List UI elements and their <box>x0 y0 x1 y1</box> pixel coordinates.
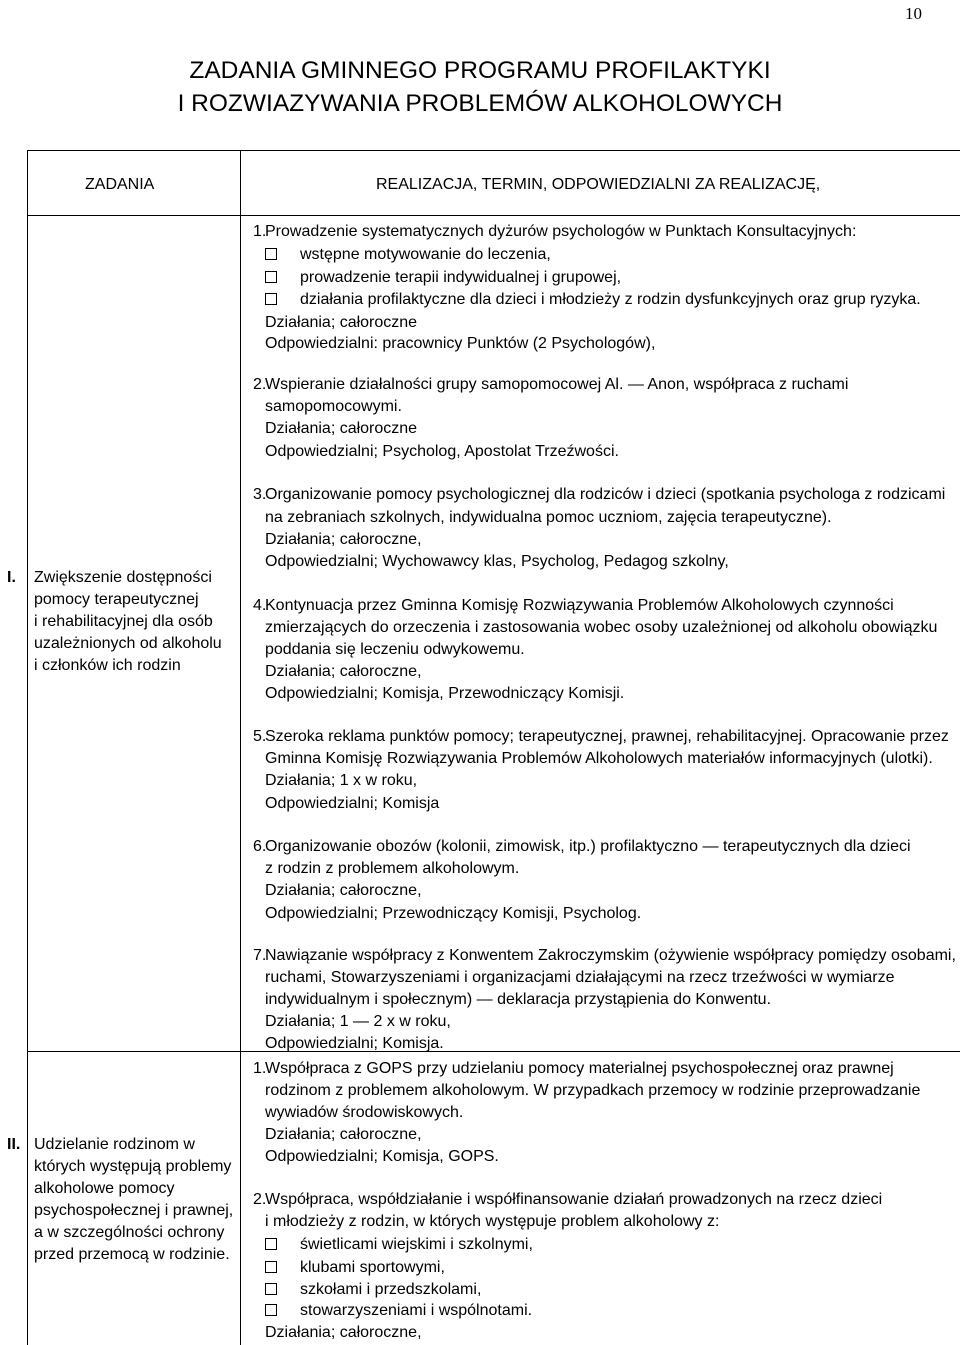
task-line: Prowadzenie systematycznych dyżurów psychologów w Punktach Konsultacyjnych: <box>265 223 857 240</box>
task-line: zmierzających do orzeczenia i zastosowania wobec osoby uzależnionej od alkoholu obowiązku <box>265 619 938 636</box>
task-line: i młodzieży z rodzin, w których występuje problem alkoholowy z: <box>265 1213 720 1230</box>
section-line: Udzielanie rodzinom w <box>34 1136 195 1153</box>
task-line: wywiadów środowiskowych. <box>265 1104 464 1121</box>
checkbox-bullet-icon <box>265 1238 277 1250</box>
section-divider <box>27 1051 960 1052</box>
title-line-1: ZADANIA GMINNEGO PROGRAMU PROFILAKTYKI <box>189 57 771 84</box>
task-line: poddania się leczeniu odwykowemu. <box>265 641 525 658</box>
task-line: z rodzin z problemem alkoholowym. <box>265 860 520 877</box>
section-line: i rehabilitacyjnej dla osób <box>34 613 213 630</box>
task-line: Nawiązanie współpracy z Konwentem Zakroczymskim (ożywienie współpracy pomiędzy osobami, <box>265 947 956 964</box>
task-line: Organizowanie pomocy psychologicznej dla rodziców i dzieci (spotkania psychologa z rodzicami <box>265 486 946 503</box>
task-line: Współpraca, współdziałanie i współfinansowanie działań prowadzonych na rzecz dzieci <box>265 1191 883 1208</box>
task-line: Współpraca z GOPS przy udzielaniu pomocy materialnej psychospołecznej oraz prawnej <box>265 1060 894 1077</box>
bullet-item: działania profilaktyczne dla dzieci i młodzieży z rodzin dysfunkcyjnych oraz grup ryzyka. <box>265 289 921 310</box>
task-line: Odpowiedzialni; Komisja, GOPS. <box>265 1148 499 1165</box>
task-line: Kontynuacja przez Gminna Komisję Rozwiązywania Problemów Alkoholowych czynności <box>265 597 894 614</box>
task-line: Wspieranie działalności grupy samopomocowej Al. — Anon, współpraca z ruchami <box>265 376 849 393</box>
section-1-label <box>7 567 234 677</box>
header-bottom-border <box>27 215 960 216</box>
task-line: Odpowiedzialni; Wychowawcy klas, Psycholog, Pedagog szkolny, <box>265 553 729 570</box>
column-header-tasks: ZADANIA <box>85 176 155 193</box>
table-left-border <box>27 150 28 1345</box>
task-line: Odpowiedzialni; Komisja. <box>265 1035 444 1052</box>
section-line: pomocy terapeutycznej <box>34 591 199 608</box>
task-number: 1. <box>253 1060 267 1077</box>
section-numeral: I. <box>7 569 16 586</box>
bullet-item: wstępne motywowanie do leczenia, <box>265 244 551 265</box>
table-top-border <box>27 150 960 151</box>
column-header-realization: REALIZACJA, TERMIN, ODPOWIEDZIALNI ZA REALIZACJĘ, <box>376 176 821 193</box>
task-line: Działania; całoroczne, <box>265 663 422 680</box>
task-line: Działania; całoroczne, <box>265 1324 422 1341</box>
checkbox-bullet-icon <box>265 1304 277 1316</box>
task-line: Działania; 1 — 2 x w roku, <box>265 1013 451 1030</box>
task-number: 3. <box>253 486 267 503</box>
title-line-2: I ROZWIAZYWANIA PROBLEMÓW ALKOHOLOWYCH <box>177 90 783 117</box>
section-line: psychospołecznej i prawnej, <box>34 1202 234 1219</box>
section-2-label <box>7 1134 234 1266</box>
section-line: których występują problemy <box>34 1158 232 1175</box>
section-line: uzależnionych od alkoholu <box>34 635 222 652</box>
section-line: i członków ich rodzin <box>34 657 181 674</box>
section-line: alkoholowe pomocy <box>34 1180 175 1197</box>
task-number: 2. <box>253 1191 267 1208</box>
section-line: Zwiększenie dostępności <box>34 569 212 586</box>
section-line: przed przemocą w rodzinie. <box>34 1246 230 1263</box>
task-line: Odpowiedzialni; Psycholog, Apostolat Trzeźwości. <box>265 443 619 460</box>
task-number: 7. <box>253 947 267 964</box>
bullet-item: prowadzenie terapii indywidualnej i grupowej, <box>265 267 621 288</box>
task-line: na zebraniach szkolnych, indywidualna pomoc uczniom, zajęcia terapeutyczne). <box>265 509 832 526</box>
task-number: 5. <box>253 728 267 745</box>
bullet-item: klubami sportowymi, <box>265 1257 445 1278</box>
column-divider <box>240 150 241 1345</box>
task-line: Odpowiedzialni; Komisja, Przewodniczący Komisji. <box>265 685 625 702</box>
task-line: Działania; 1 x w roku, <box>265 772 418 789</box>
task-line: samopomocowymi. <box>265 398 402 415</box>
task-line: rodzinom z problemem alkoholowym. W przypadkach przemocy w rodzinie przeprowadzanie <box>265 1082 921 1099</box>
checkbox-bullet-icon <box>265 271 277 283</box>
task-number: 6. <box>253 838 267 855</box>
task-line: Odpowiedzialni: pracownicy Punktów (2 Psychologów), <box>265 335 656 352</box>
bullet-item: świetlicami wiejskimi i szkolnymi, <box>265 1234 533 1255</box>
task-line: Organizowanie obozów (kolonii, zimowisk, itp.) profilaktyczno — terapeutycznych dla dzieci <box>265 838 911 855</box>
bullet-item: szkołami i przedszkolami, <box>265 1279 481 1300</box>
task-line: indywidualnym i społecznym) — deklaracja przystąpienia do Konwentu. <box>265 991 772 1008</box>
checkbox-bullet-icon <box>265 248 277 260</box>
checkbox-bullet-icon <box>265 1261 277 1273</box>
checkbox-bullet-icon <box>265 1283 277 1295</box>
section-line: a w szczególności ochrony <box>34 1224 225 1241</box>
task-number: 1. <box>253 223 267 240</box>
section-numeral: II. <box>7 1136 21 1153</box>
task-number: 4. <box>253 597 267 614</box>
page-number: 10 <box>905 4 922 23</box>
task-line: Działania; całoroczne, <box>265 882 422 899</box>
checkbox-bullet-icon <box>265 293 277 305</box>
page-title <box>0 54 960 120</box>
task-line: ruchami, Stowarzyszeniami i organizacjami działającymi na rzecz trzeźwości w wymiarze <box>265 969 895 986</box>
task-line: Działania; całoroczne, <box>265 1126 422 1143</box>
task-line: Gminna Komisję Rozwiązywania Problemów Alkoholowych materiałów informacyjnych (ulotki). <box>265 750 933 767</box>
task-line: Szeroka reklama punktów pomocy; terapeutycznej, prawnej, rehabilitacyjnej. Opracowanie przez <box>265 728 949 745</box>
task-line: Odpowiedzialni; Przewodniczący Komisji, Psycholog. <box>265 905 642 922</box>
task-line: Działania; całoroczne <box>265 420 418 437</box>
task-line: Działania; całoroczne, <box>265 531 422 548</box>
task-line: Odpowiedzialni; Komisja <box>265 795 440 812</box>
task-number: 2. <box>253 376 267 393</box>
bullet-item: stowarzyszeniami i wspólnotami. <box>265 1300 532 1321</box>
task-line: Działania; całoroczne <box>265 314 418 331</box>
